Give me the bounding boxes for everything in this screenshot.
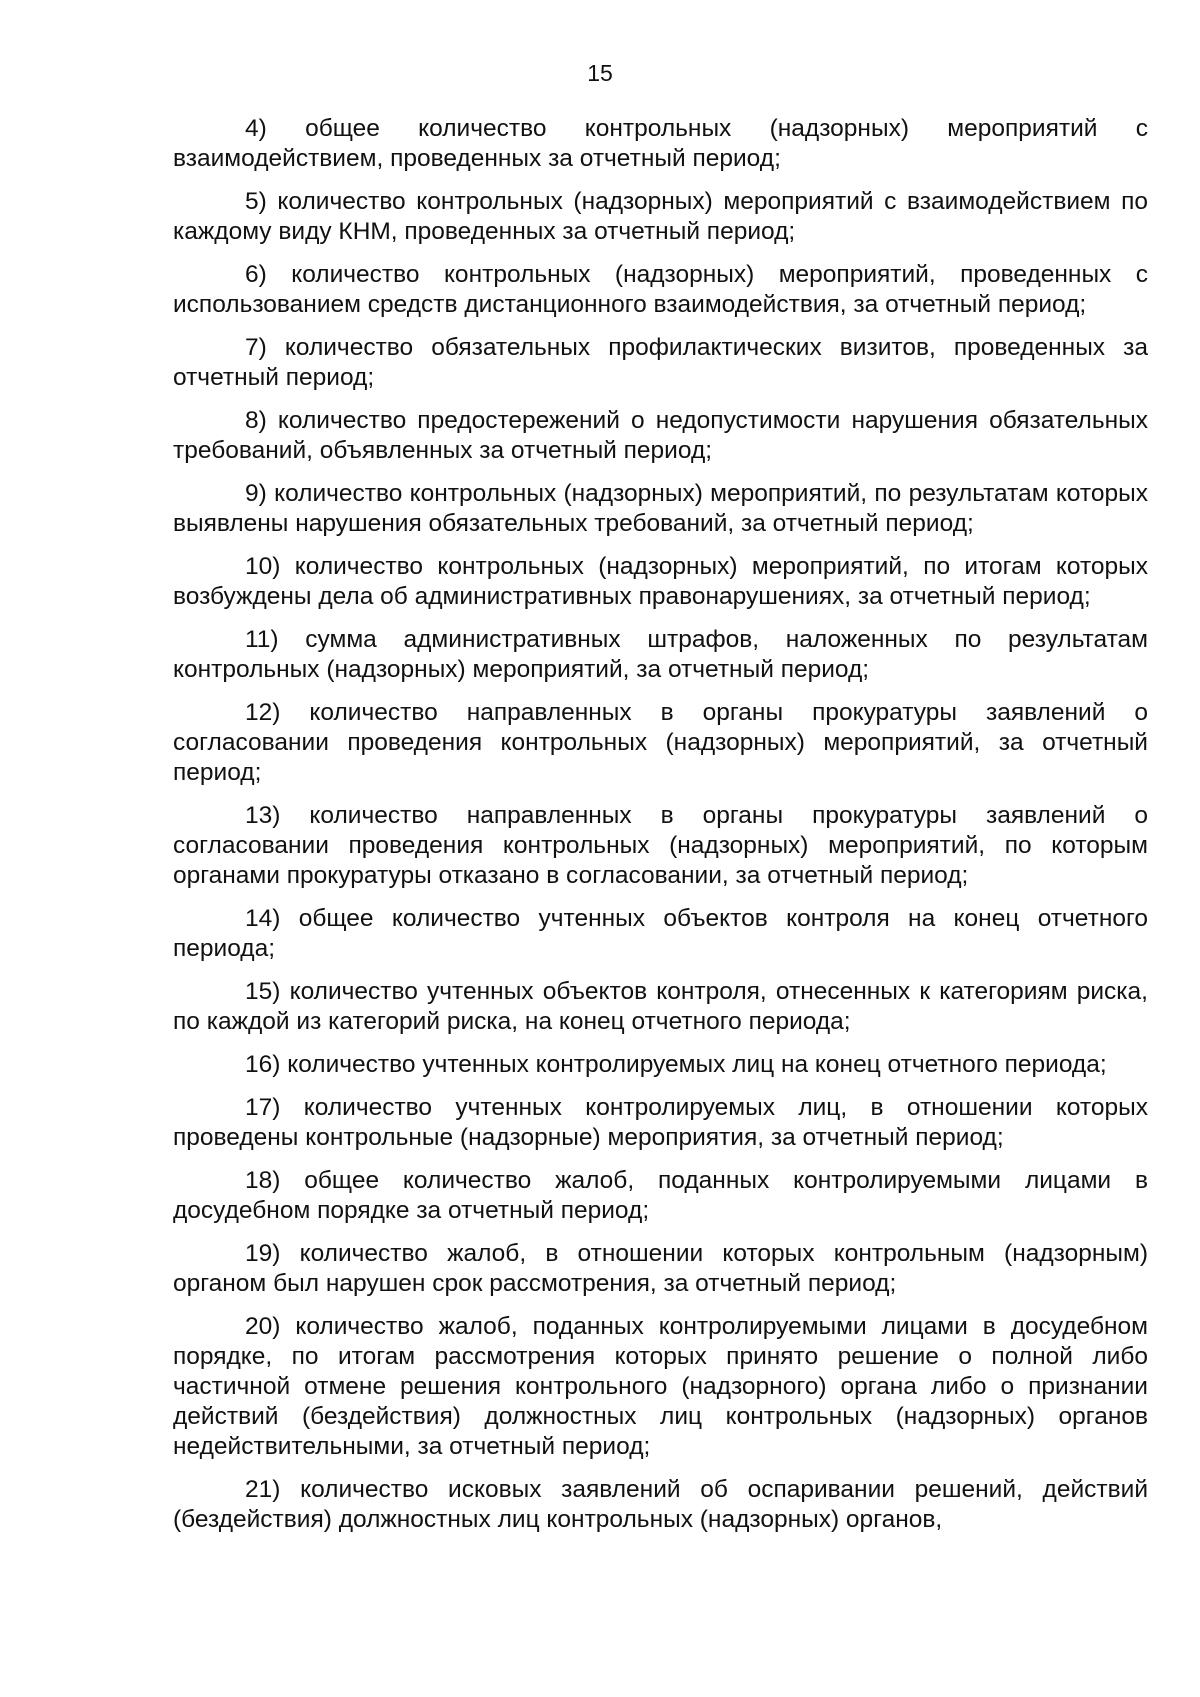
list-item: 11) сумма административных штрафов, наложенных по результатам контрольных (надзорных) мероприятий, за отчетный период; <box>173 626 1148 683</box>
list-item: 19) количество жалоб, в отношении которых контрольным (надзорным) органом был нарушен срок рассмотрения, за отчетный период; <box>173 1240 1148 1297</box>
list-item: 5) количество контрольных (надзорных) мероприятий с взаимодействием по каждому виду КНМ, проведенных за отчетный период; <box>173 188 1148 245</box>
list-item: 13) количество направленных в органы прокуратуры заявлений о согласовании проведения контрольных (надзорных) мероприятий, по которым органами прокуратуры отказано в согласовании, за отчетный период; <box>173 802 1148 889</box>
list-item: 18) общее количество жалоб, поданных контролируемыми лицами в досудебном порядке за отчетный период; <box>173 1167 1148 1224</box>
list-item: 8) количество предостережений о недопустимости нарушения обязательных требований, объявленных за отчетный период; <box>173 407 1148 464</box>
list-item: 21) количество исковых заявлений об оспаривании решений, действий (бездействия) должностных лиц контрольных (надзорных) органов, <box>173 1476 1148 1533</box>
document-body <box>173 114 1148 1548</box>
list-item: 12) количество направленных в органы прокуратуры заявлений о согласовании проведения контрольных (надзорных) мероприятий, за отчетный период; <box>173 699 1148 786</box>
list-item: 17) количество учтенных контролируемых лиц, в отношении которых проведены контрольные (надзорные) мероприятия, за отчетный период; <box>173 1094 1148 1151</box>
list-item: 4) общее количество контрольных (надзорных) мероприятий с взаимодействием, проведенных за отчетный период; <box>173 115 1148 172</box>
list-item: 14) общее количество учтенных объектов контроля на конец отчетного периода; <box>173 905 1148 962</box>
list-item: 9) количество контрольных (надзорных) мероприятий, по результатам которых выявлены нарушения обязательных требований, за отчетный период; <box>173 480 1148 537</box>
list-item: 10) количество контрольных (надзорных) мероприятий, по итогам которых возбуждены дела об административных правонарушениях, за отчетный период; <box>173 553 1148 610</box>
list-item: 6) количество контрольных (надзорных) мероприятий, проведенных с использованием средств дистанционного взаимодействия, за отчетный период; <box>173 261 1148 318</box>
page-number: 15 <box>587 60 613 86</box>
list-item: 7) количество обязательных профилактических визитов, проведенных за отчетный период; <box>173 334 1148 391</box>
list-item: 15) количество учтенных объектов контроля, отнесенных к категориям риска, по каждой из категорий риска, на конец отчетного периода; <box>173 978 1148 1035</box>
list-item: 16) количество учтенных контролируемых лиц на конец отчетного периода; <box>245 1051 1107 1078</box>
list-item: 20) количество жалоб, поданных контролируемыми лицами в досудебном порядке, по итогам рассмотрения которых принято решение о полной либо частичной отмене решения контрольного (надзорного) органа либо о признании действий (бездействия) должностных лиц контрольных (надзорных) органов недействительными, за отчетный период; <box>173 1313 1148 1460</box>
